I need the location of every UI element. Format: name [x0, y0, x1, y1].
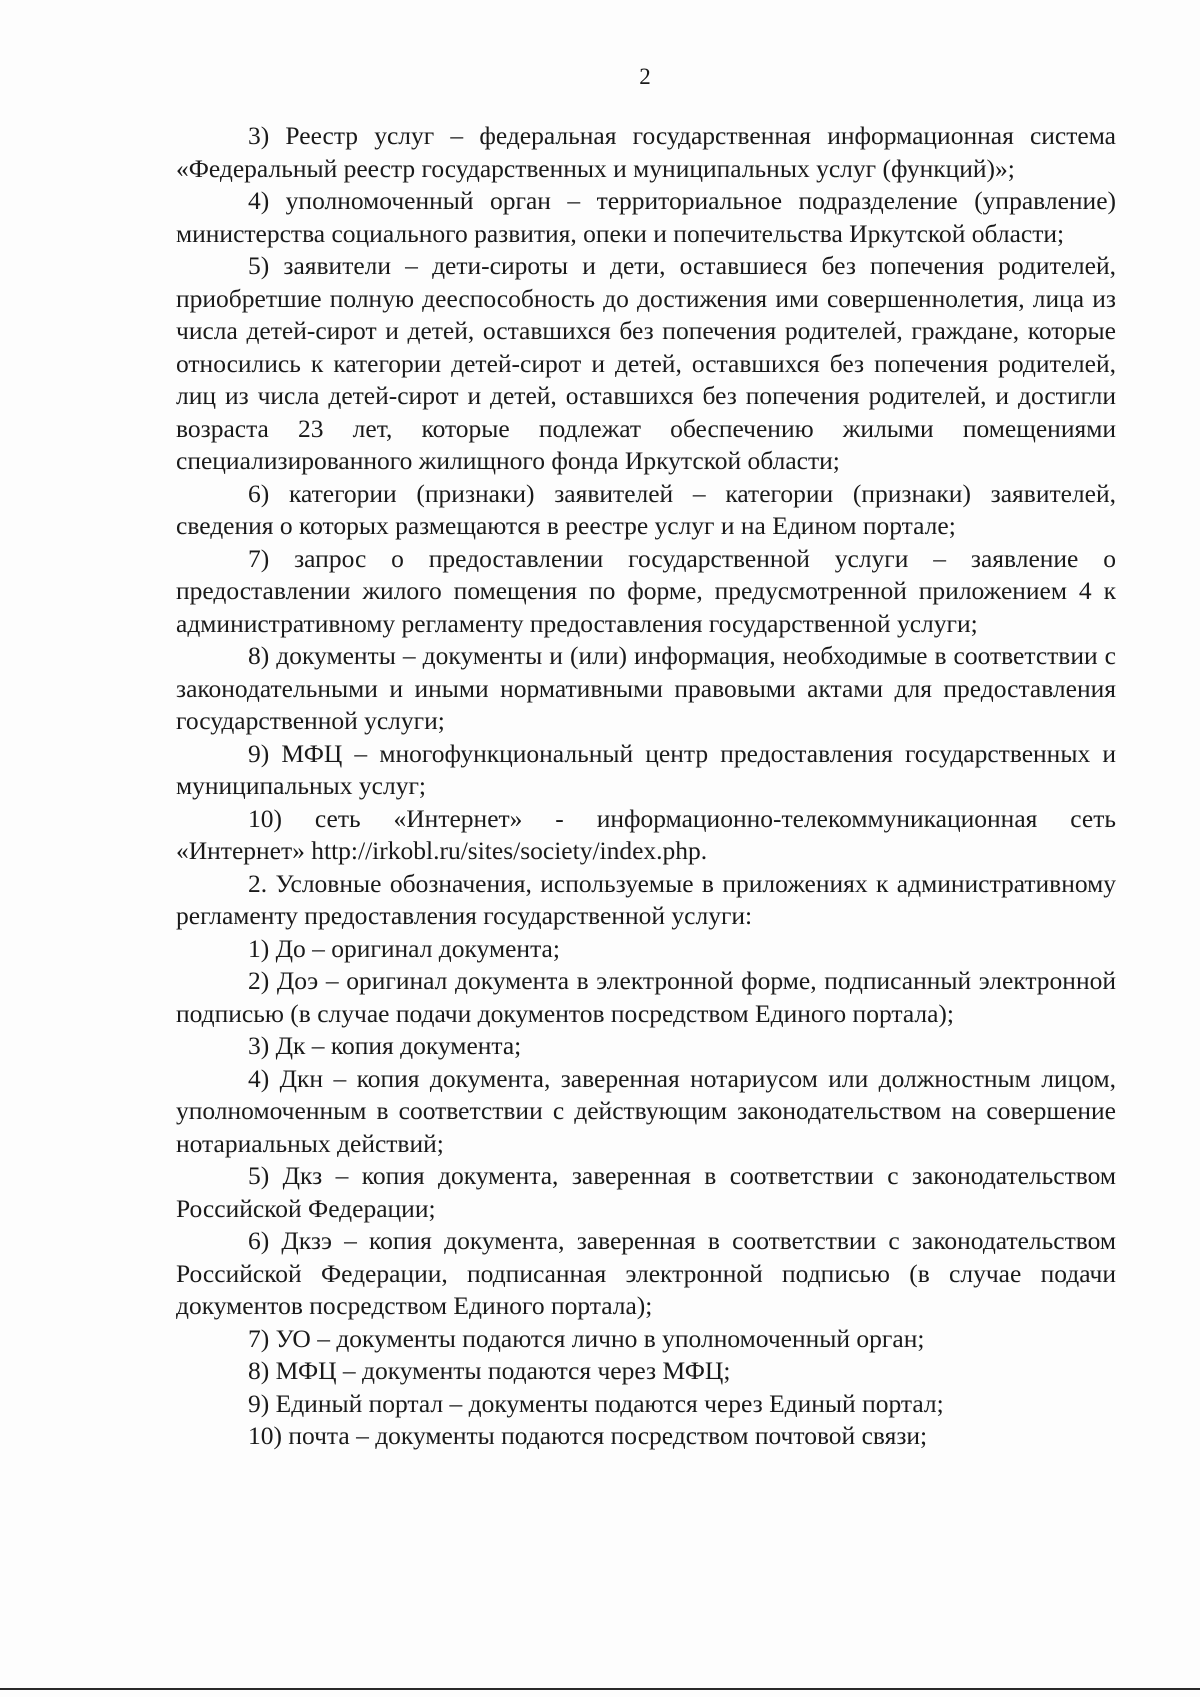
- paragraph-item-7: 7) запрос о предоставлении государственной услуги – заявление о предоставлении жилого помещения по форме, предусмотренной приложением 4 к административному регламенту предоставления государственной услуги;: [176, 543, 1116, 638]
- legend-item-10: 10) почта – документы подаются посредством почтовой связи;: [248, 1421, 928, 1450]
- legend-item-5: 5) Дкз – копия документа, заверенная в соответствии с законодательством Российской Федерации;: [176, 1161, 1116, 1223]
- paragraph-item-9: 9) МФЦ – многофункциональный центр предоставления государственных и муниципальных услуг;: [176, 738, 1116, 800]
- paragraph-item-10: 10) сеть «Интернет» - информационно-телекоммуникационная сеть «Интернет» http://irkobl.ru/sites/society/index.php.: [176, 803, 1116, 865]
- paragraph-item-5: 5) заявители – дети-сироты и дети, оставшиеся без попечения родителей, приобретшие полную дееспособность до достижения ими совершеннолетия, лица из числа детей-сирот и детей, оставшихся без попечения родителей, граждане, которые относились к категории детей-сирот и детей, оставшихся без попечения родителей, лиц из числа детей-сирот и детей, оставшихся без попечения родителей, и достигли возраста 23 лет, которые подлежат обеспечению жилыми помещениями специализированного жилищного фонда Иркутской области;: [176, 251, 1116, 475]
- legend-item-9: 9) Единый портал – документы подаются через Единый портал;: [248, 1388, 944, 1418]
- document-body: [176, 120, 1116, 1453]
- legend-item-2: 2) Доэ – оригинал документа в электронной форме, подписанный электронной подписью (в случае подачи документов посредством Единого портала);: [176, 966, 1116, 1028]
- paragraph-item-8: 8) документы – документы и (или) информация, необходимые в соответствии с законодательными и иными нормативными правовыми актами для предоставления государственной услуги;: [176, 641, 1116, 735]
- legend-item-8: 8) МФЦ – документы подаются через МФЦ;: [248, 1356, 731, 1385]
- bottom-border-line: [0, 1688, 1200, 1690]
- page-number: 2: [639, 64, 651, 89]
- legend-item-4: 4) Дкн – копия документа, заверенная нотариусом или должностным лицом, уполномоченным в соответствии с действующим законодательством на совершение нотариальных действий;: [176, 1063, 1116, 1158]
- legend-item-7: 7) УО – документы подаются лично в уполномоченный орган;: [248, 1323, 925, 1353]
- legend-item-6: 6) Дкзэ – копия документа, заверенная в соответствии с законодательством Российской Федерации, подписанная электронной подписью (в случае подачи документов посредством Единого портала);: [176, 1226, 1116, 1320]
- paragraph-item-4: 4) уполномоченный орган – территориальное подразделение (управление) министерства социального развития, опеки и попечительства Иркутской области;: [176, 186, 1116, 248]
- paragraph-item-6: 6) категории (признаки) заявителей – категории (признаки) заявителей, сведения о которых размещаются в реестре услуг и на Едином портале;: [176, 478, 1116, 540]
- paragraph-item-3: 3) Реестр услуг – федеральная государственная информационная система «Федеральный реестр государственных и муниципальных услуг (функций)»;: [176, 121, 1116, 183]
- legend-item-3: 3) Дк – копия документа;: [248, 1031, 522, 1060]
- legend-item-1: 1) До – оригинал документа;: [248, 933, 560, 963]
- paragraph-section-2: 2. Условные обозначения, используемые в приложениях к административному регламенту предоставления государственной услуги:: [176, 868, 1116, 930]
